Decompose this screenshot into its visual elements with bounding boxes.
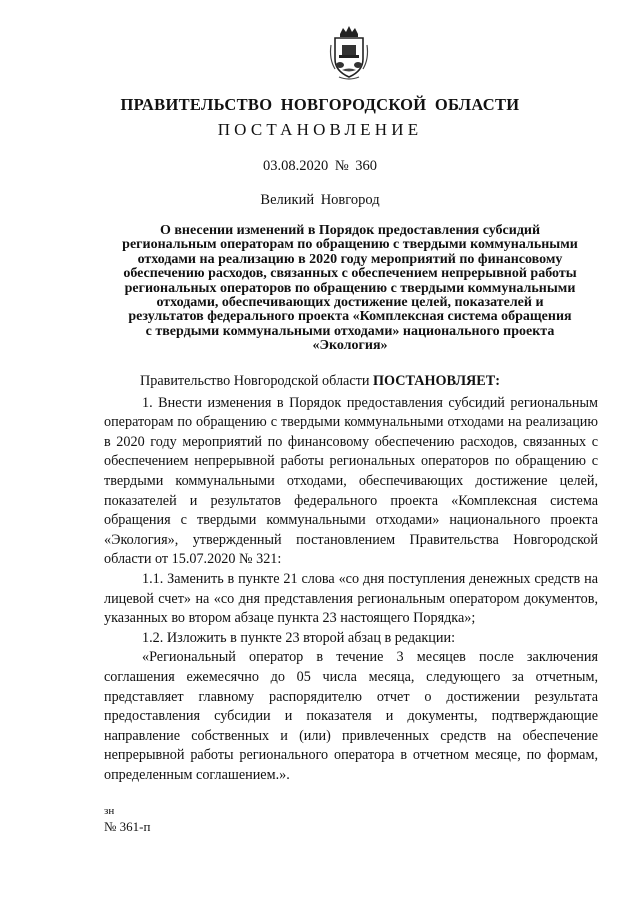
title-line: О внесении изменений в Порядок предоставления субсидий xyxy=(159,223,541,238)
intro-keyword: ПОСТАНОВЛЯЕТ: xyxy=(372,373,500,389)
title-line: результатов федерального проекта «Комплексная система обращения xyxy=(128,309,572,325)
title-line: региональным операторам по обращению с твердыми коммунальными xyxy=(122,237,578,253)
paragraph-1-1: 1.1. Заменить в пункте 21 слова «со дня поступления денежных средств на лицевой счет» на «со дня представления региональным оператором документов, указанных во втором абзаце пункта 23 настоящего Порядка»; xyxy=(104,570,598,627)
coat-of-arms-icon xyxy=(327,25,371,81)
intro-text: Правительство Новгородской области xyxy=(140,373,373,389)
title-line: отходами, обеспечивающих достижение целей, показателей и xyxy=(156,295,544,311)
organization-name: ПРАВИТЕЛЬСТВО НОВГОРОДСКОЙ ОБЛАСТИ xyxy=(120,95,520,114)
paragraph-1-2: 1.2. Изложить в пункте 23 второй абзац в редакции: xyxy=(142,629,456,646)
date-and-number: 03.08.2020 № 360 xyxy=(262,158,378,174)
paragraph-quote: «Региональный оператор в течение 3 месяцев после заключения соглашения ежемесячно до 05 числа месяца, следующего за отчетным, представляет главному распорядителю отчет о достижении результата предоставления субсидии и показателя и документы, подтверждающие направление собственных и (или) привлеченных средств на обеспечение непрерывной работы регионального оператора в отчетном месяце, по формам, определенным соглашением.». xyxy=(104,649,598,783)
title-line: с твердыми коммунальными отходами» национального проекта xyxy=(145,323,555,339)
document-type: ПОСТАНОВЛЕНИЕ xyxy=(217,120,423,139)
paragraph-1: 1. Внести изменения в Порядок предоставления субсидий региональным операторам по обращению с твердыми коммунальными отходами на реализацию в 2020 году мероприятий по финансовому обеспечению расходов, связанных с обеспечением непрерывной работы региональных операторов по обращению с твердыми коммунальными отходами, обеспечивающих достижение целей, показателей и результатов федерального проекта «Комплексная система обращения с твердыми коммунальными отходами» национального проекта «Экология», утвержденный постановлением Правительства Новгородской области от 15.07.2020 № 321: xyxy=(104,394,598,568)
title-line: региональных операторов по обращению с твердыми коммунальными xyxy=(124,280,576,296)
title-line: обеспечению расходов, связанных с обеспечением непрерывной работы xyxy=(123,266,577,282)
city-name: Великий Новгород xyxy=(260,192,380,208)
title-line: отходами на реализацию в 2020 году мероприятий по финансовому xyxy=(137,251,563,267)
document-footer xyxy=(104,803,150,835)
title-line: «Экология» xyxy=(312,338,388,354)
document-title xyxy=(100,224,600,354)
executor-initials: зн xyxy=(104,805,115,817)
reference-number: № 361-п xyxy=(104,819,151,834)
document-body xyxy=(104,372,598,785)
resolution-intro xyxy=(104,372,598,392)
